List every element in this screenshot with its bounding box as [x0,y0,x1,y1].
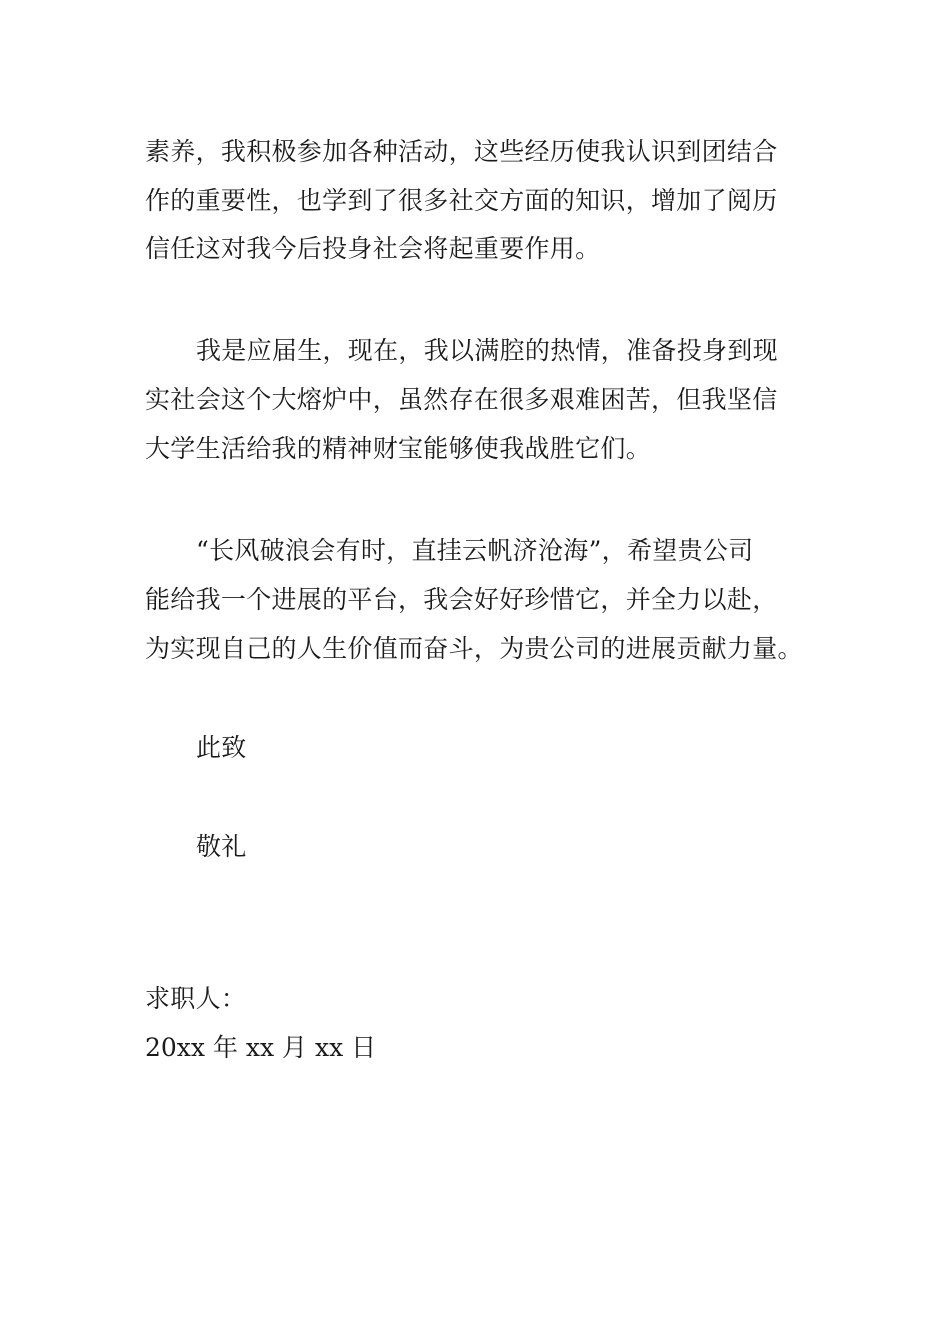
paragraph-1-line-3: 信任这对我今后投身社会将起重要作用。 [145,234,601,263]
closing-salutation-1: 此致 [196,733,247,762]
paragraph-3-line-3: 为实现自己的人生价值而奋斗，为贵公司的进展贡献力量。 [145,634,803,663]
paragraph-3-line-2: 能给我一个进展的平台，我会好好珍惜它，并全力以赴， [145,585,778,614]
applicant-label: 求职人： [145,984,247,1013]
paragraph-1-line-1: 素养，我积极参加各种活动，这些经历使我认识到团结合 [145,137,778,166]
paragraph-2-line-2: 实社会这个大熔炉中，虽然存在很多艰难困苦，但我坚信 [145,385,778,414]
paragraph-2-line-3: 大学生活给我的精神财宝能够使我战胜它们。 [145,434,652,463]
paragraph-1-line-2: 作的重要性，也学到了很多社交方面的知识，增加了阅历 [145,186,778,215]
letter-date: 20xx 年 xx 月 xx 日 [145,1033,377,1062]
closing-salutation-2: 敬礼 [196,832,247,861]
paragraph-3-line-1: “长风破浪会有时，直挂云帆济沧海”，希望贵公司 [196,536,754,565]
paragraph-2-line-1: 我是应届生，现在，我以满腔的热情，准备投身到现 [196,336,778,365]
